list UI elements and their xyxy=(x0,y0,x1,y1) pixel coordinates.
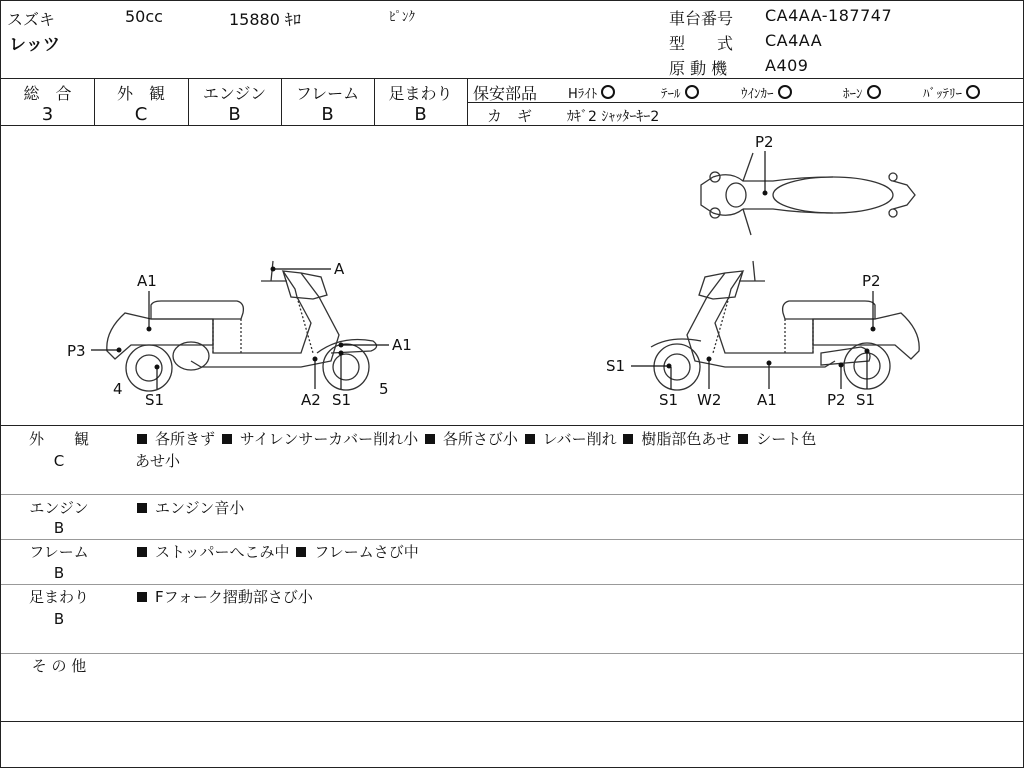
grade-suspension-value: B xyxy=(414,104,427,125)
safety-item-name: Hﾗｲﾄ xyxy=(568,87,598,102)
model-name: レッツ xyxy=(9,35,60,55)
mark-label: A1 xyxy=(137,272,157,290)
section-exterior-label: 外 観 xyxy=(28,430,89,448)
bullet-icon xyxy=(738,434,748,444)
safety-item-horn xyxy=(843,83,881,102)
mark-label: S1 xyxy=(856,391,876,409)
section-exterior-grade: C xyxy=(53,452,65,470)
mileage: 15880 ｷﾛ xyxy=(229,10,301,29)
defect-item: フレームさび中 xyxy=(314,543,419,561)
ok-circle-icon xyxy=(966,85,980,99)
displacement: 50cc xyxy=(125,7,163,26)
divider xyxy=(1,425,1023,426)
defect-item: 各所さび小 xyxy=(442,430,518,448)
defect-item: シート色 xyxy=(756,430,817,448)
defect-item: 各所きず xyxy=(155,430,216,448)
mark-label: A xyxy=(334,260,345,278)
key-value: ｶｷﾞ2 ｼｬｯﾀｰｷｰ2 xyxy=(567,109,660,125)
mark-label: S1 xyxy=(145,391,165,409)
defect-item: エンジン音小 xyxy=(155,499,245,517)
defect-item: サイレンサーカバー削れ小 xyxy=(239,430,419,448)
mark-label: A1 xyxy=(757,391,777,409)
section-exterior-continuation: あせ小 xyxy=(135,452,181,470)
section-suspension-grade: B xyxy=(53,610,65,628)
section-engine-grade: B xyxy=(53,519,65,537)
grade-overall-label: 総 合 xyxy=(23,84,72,103)
bullet-icon xyxy=(137,592,147,602)
mark-label: 4 xyxy=(113,380,123,398)
bullet-icon xyxy=(425,434,435,444)
safety-item-name: ﾃｰﾙ xyxy=(661,87,681,102)
defect-item: レバー削れ xyxy=(542,430,617,448)
divider xyxy=(1,653,1023,654)
safety-item-name: ﾎｰﾝ xyxy=(843,87,863,102)
ok-circle-icon xyxy=(601,85,615,99)
grade-overall-value: 3 xyxy=(41,104,54,125)
safety-item-headlight xyxy=(568,83,615,102)
damage-diagram xyxy=(1,126,1023,426)
safety-item-winker xyxy=(741,83,792,102)
ok-circle-icon xyxy=(867,85,881,99)
bullet-icon xyxy=(623,434,633,444)
grade-engine-value: B xyxy=(228,104,241,125)
mark-label: S1 xyxy=(606,357,626,375)
safety-item-battery xyxy=(923,83,980,102)
grade-frame-value: B xyxy=(321,104,334,125)
section-suspension-label: 足まわり xyxy=(28,588,89,606)
mark-label: P2 xyxy=(862,272,881,290)
divider xyxy=(1,78,1023,79)
color-value: ﾋﾟﾝｸ xyxy=(389,10,415,25)
frame-number-label: 車台番号 xyxy=(669,9,734,28)
model-type-value: CA4AA xyxy=(765,31,823,50)
safety-item-name: ｳｲﾝｶｰ xyxy=(741,87,774,102)
defect-item: Fフォーク摺動部さび小 xyxy=(155,588,313,606)
safety-item-tail xyxy=(661,83,699,102)
bullet-icon xyxy=(137,503,147,513)
divider xyxy=(467,102,1023,103)
defect-item: ストッパーへこみ中 xyxy=(155,543,290,561)
section-frame-label: フレーム xyxy=(29,543,89,561)
mark-label: S1 xyxy=(659,391,679,409)
mark-label: P2 xyxy=(827,391,846,409)
key-label: カ ギ xyxy=(487,107,533,125)
divider xyxy=(1,539,1023,540)
ok-circle-icon xyxy=(778,85,792,99)
mark-label: W2 xyxy=(697,391,722,409)
scooter-top-view-icon xyxy=(701,153,915,235)
grade-exterior-label: 外 観 xyxy=(116,84,165,103)
divider xyxy=(1,494,1023,495)
engine-type-label: 原 動 機 xyxy=(669,59,728,78)
bullet-icon xyxy=(137,547,147,557)
mark-label: A2 xyxy=(301,391,321,409)
bullet-icon xyxy=(137,434,147,444)
safety-item-name: ﾊﾞｯﾃﾘｰ xyxy=(923,87,962,102)
grade-exterior-value: C xyxy=(134,104,148,125)
bullet-icon xyxy=(222,434,232,444)
divider xyxy=(1,721,1023,722)
ok-circle-icon xyxy=(685,85,699,99)
bullet-icon xyxy=(296,547,306,557)
grade-engine-label: エンジン xyxy=(202,84,267,103)
section-suspension-items xyxy=(135,586,313,608)
section-frame-grade: B xyxy=(53,564,65,582)
grade-frame-label: フレーム xyxy=(295,84,360,103)
mark-label: P2 xyxy=(755,133,774,151)
section-exterior-items xyxy=(135,428,816,450)
mark-label: S1 xyxy=(332,391,352,409)
section-other-label: そ の 他 xyxy=(31,657,87,675)
section-engine-label: エンジン xyxy=(29,499,89,517)
mark-label: A1 xyxy=(392,336,412,354)
frame-number-value: CA4AA-187747 xyxy=(765,6,893,25)
engine-type-value: A409 xyxy=(765,56,809,75)
model-type-label: 型 式 xyxy=(669,34,734,53)
grade-suspension-label: 足まわり xyxy=(388,84,453,103)
bullet-icon xyxy=(525,434,535,444)
safety-parts-label: 保安部品 xyxy=(473,84,538,103)
section-frame-items xyxy=(135,541,419,563)
section-engine-items xyxy=(135,497,244,519)
mark-label: 5 xyxy=(379,380,389,398)
divider xyxy=(1,584,1023,585)
mark-label: P3 xyxy=(67,342,86,360)
maker-name: スズキ xyxy=(7,10,56,29)
defect-item: 樹脂部色あせ xyxy=(641,430,732,448)
